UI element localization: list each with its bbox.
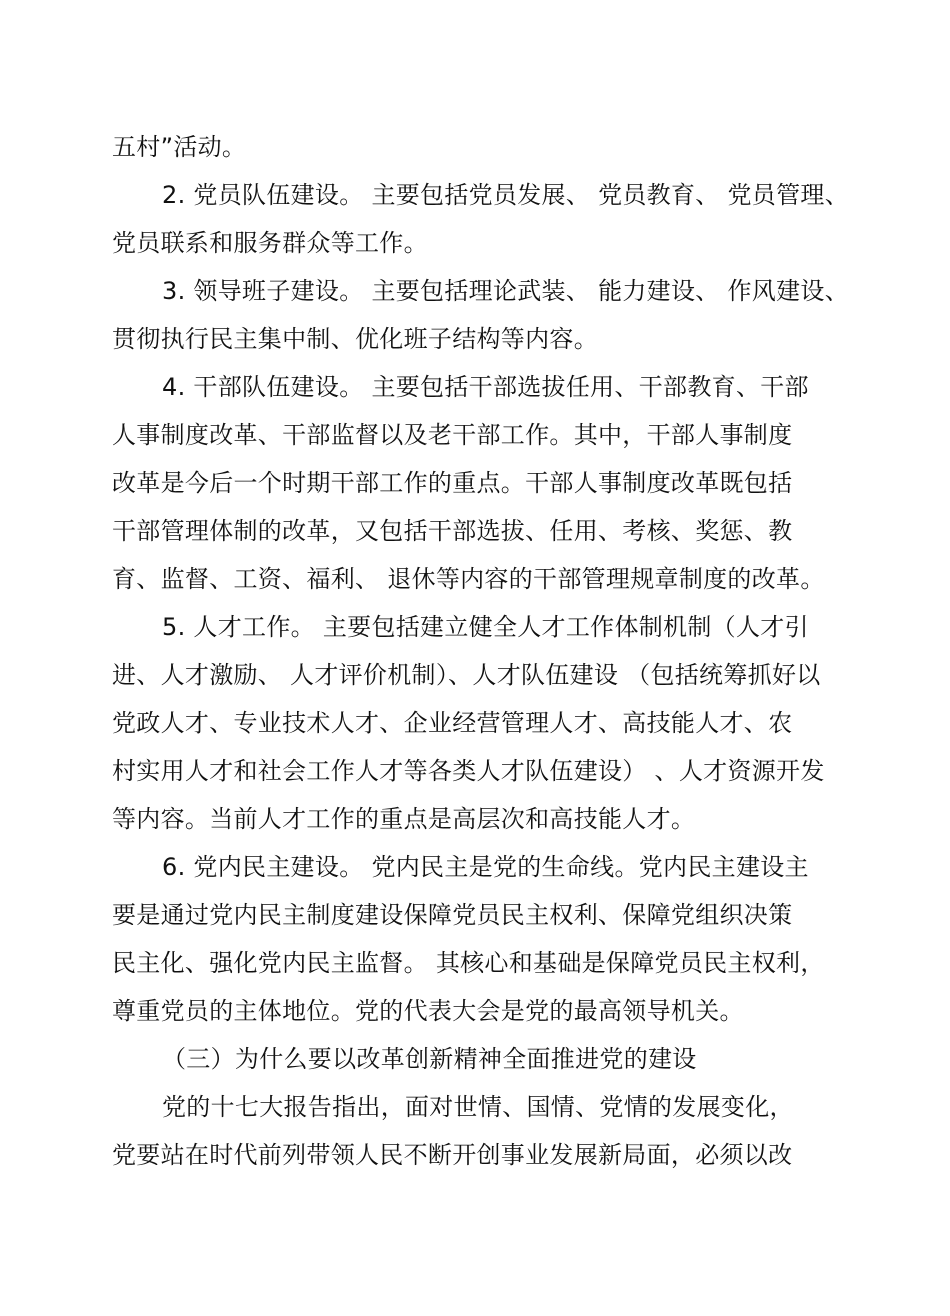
text-line-16: 6. 党内民主建设。 党内民主是党的生命线。党内民主建设主 <box>162 853 809 881</box>
text-line-19: 尊重党员的主体地位。党的代表大会是党的最高领导机关。 <box>112 997 744 1025</box>
text-line-4: 3. 领导班子建设。 主要包括理论武装、 能力建设、 作风建设、 <box>162 277 850 305</box>
text-line-5: 贯彻执行民主集中制、优化班子结构等内容。 <box>112 325 598 353</box>
text-line-9: 干部管理体制的改革，又包括干部选拔、任用、考核、奖惩、教 <box>112 517 793 545</box>
text-line-21: 党的十七大报告指出，面对世情、国情、党情的发展变化， <box>162 1093 794 1121</box>
text-line-3: 党员联系和服务群众等工作。 <box>112 229 428 257</box>
text-line-10: 育、监督、工资、福利、 退休等内容的干部管理规章制度的改革。 <box>112 565 825 593</box>
text-line-18: 民主化、强化党内民主监督。 其核心和基础是保障党员民主权利， <box>112 949 825 977</box>
text-line-2: 2. 党员队伍建设。 主要包括党员发展、 党员教育、 党员管理、 <box>162 181 850 209</box>
text-line-15: 等内容。当前人才工作的重点是高层次和高技能人才。 <box>112 805 696 833</box>
text-line-1: 五村”活动。 <box>112 133 247 161</box>
text-line-17: 要是通过党内民主制度建设保障党员民主权利、保障党组织决策 <box>112 901 793 929</box>
text-line-12: 进、人才激励、 人才评价机制）、人才队伍建设 （包括统筹抓好以 <box>112 661 821 689</box>
text-line-6: 4. 干部队伍建设。 主要包括干部选拔任用、干部教育、干部 <box>162 373 809 401</box>
text-line-7: 人事制度改革、干部监督以及老干部工作。其中，干部人事制度 <box>112 421 793 449</box>
text-line-22: 党要站在时代前列带领人民不断开创事业发展新局面，必须以改 <box>112 1141 793 1169</box>
text-line-13: 党政人才、专业技术人才、企业经营管理人才、高技能人才、农 <box>112 709 793 737</box>
section-heading: （三）为什么要以改革创新精神全面推进党的建设 <box>162 1045 697 1073</box>
text-line-11: 5. 人才工作。 主要包括建立健全人才工作体制机制（人才引 <box>162 613 809 641</box>
text-line-8: 改革是今后一个时期干部工作的重点。干部人事制度改革既包括 <box>112 469 793 497</box>
text-line-14: 村实用人才和社会工作人才等各类人才队伍建设） 、人才资源开发 <box>112 757 825 785</box>
